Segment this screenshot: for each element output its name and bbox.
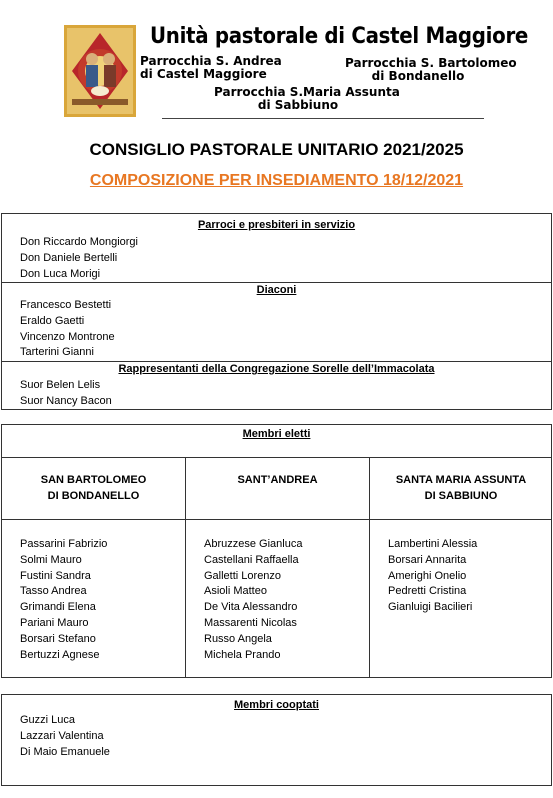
list-item: Galletti Lorenzo xyxy=(204,569,282,582)
list-item: Tarterini Gianni xyxy=(20,346,94,359)
list-item: Passarini Fabrizio xyxy=(20,538,108,550)
list-parroci xyxy=(20,235,138,282)
parish-maria-line2: di Sabbiuno xyxy=(257,98,339,112)
list-item: Don Riccardo Mongiorgi xyxy=(20,236,138,248)
list-item: Castellani Raffaella xyxy=(204,553,299,566)
parish-maria xyxy=(214,85,400,112)
list-item: Guzzi Luca xyxy=(20,714,76,726)
list-item: Borsari Annarita xyxy=(388,553,467,566)
divider xyxy=(2,361,551,362)
divider xyxy=(2,457,551,458)
column-heading-line: SAN BARTOLOMEO xyxy=(40,474,147,486)
list-item: Suor Belen Lelis xyxy=(20,379,101,391)
list-item: Eraldo Gaetti xyxy=(20,314,85,327)
document-subtitle: COMPOSIZIONE PER INSEDIAMENTO 18/12/2021 xyxy=(89,172,464,189)
list-item: Gianluigi Bacilieri xyxy=(388,601,473,614)
list-maria xyxy=(388,537,477,616)
parish-andrea-line1: Parrocchia S. Andrea xyxy=(140,54,282,68)
list-item: Di Maio Emanuele xyxy=(20,745,110,758)
parish-andrea-line2: di Castel Maggiore xyxy=(140,67,267,81)
section-title-cooptati: Membri cooptati xyxy=(234,699,319,711)
column-heading-bartolomeo xyxy=(2,472,185,504)
parish-bartolomeo-line1: Parrocchia S. Bartolomeo xyxy=(345,56,517,70)
list-item: Russo Angela xyxy=(204,632,272,645)
elected-box xyxy=(1,424,552,678)
list-item: Vincenzo Montrone xyxy=(20,330,115,343)
list-item: Abruzzese Gianluca xyxy=(204,538,303,550)
column-heading-line: DI SABBIUNO xyxy=(424,490,498,502)
list-item: Don Daniele Bertelli xyxy=(20,251,118,264)
nativity-icon xyxy=(64,25,136,117)
list-item: Tasso Andrea xyxy=(20,585,87,598)
header-title: Unità pastorale di Castel Maggiore xyxy=(150,24,529,49)
divider xyxy=(2,282,551,283)
column-heading-maria xyxy=(370,472,552,504)
list-item: Lazzari Valentina xyxy=(20,729,104,742)
list-item: Grimandi Elena xyxy=(20,601,96,614)
list-item: Fustini Sandra xyxy=(20,569,91,582)
column-heading-andrea xyxy=(186,472,369,488)
list-item: Francesco Bestetti xyxy=(20,299,112,311)
list-cooptati xyxy=(20,713,110,760)
coopted-box xyxy=(1,694,552,786)
list-item: De Vita Alessandro xyxy=(204,601,298,614)
document-title: CONSIGLIO PASTORALE UNITARIO 2021/2025 xyxy=(89,140,464,159)
list-item: Pariani Mauro xyxy=(20,616,89,629)
parish-andrea xyxy=(140,54,282,81)
list-item: Suor Nancy Bacon xyxy=(20,394,112,407)
column-heading-line: SANTA MARIA ASSUNTA xyxy=(395,474,527,486)
list-item: Massarenti Nicolas xyxy=(204,616,297,629)
list-andrea xyxy=(204,537,302,663)
list-item: Bertuzzi Agnese xyxy=(20,648,100,661)
clergy-box xyxy=(1,213,552,410)
column-divider xyxy=(185,457,186,678)
section-title-parroci: Parroci e presbiteri in servizio xyxy=(197,219,356,231)
section-title-sorelle: Rappresentanti della Congregazione Sorelle dell’Immacolata xyxy=(118,363,435,375)
list-item: Asioli Matteo xyxy=(204,585,267,598)
section-title-diaconi: Diaconi xyxy=(256,284,297,296)
list-item: Michela Prando xyxy=(204,648,281,661)
list-item: Lambertini Alessia xyxy=(388,538,478,550)
list-item: Solmi Mauro xyxy=(20,553,82,566)
header-divider xyxy=(162,118,484,119)
list-sorelle xyxy=(20,378,112,410)
column-heading-line: DI BONDANELLO xyxy=(47,490,140,502)
list-diaconi xyxy=(20,298,115,361)
list-item: Borsari Stefano xyxy=(20,632,96,645)
list-item: Amerighi Onelio xyxy=(388,569,467,582)
column-heading-line: SANT’ANDREA xyxy=(237,474,318,486)
parish-bartolomeo xyxy=(345,56,517,83)
divider xyxy=(2,519,551,520)
list-bartolomeo xyxy=(20,537,107,663)
list-item: Don Luca Morigi xyxy=(20,267,101,280)
list-item: Pedretti Cristina xyxy=(388,585,467,598)
parish-bartolomeo-line2: di Bondanello xyxy=(371,69,465,83)
section-title-eletti: Membri eletti xyxy=(242,428,311,440)
parish-maria-line1: Parrocchia S.Maria Assunta xyxy=(214,85,400,99)
